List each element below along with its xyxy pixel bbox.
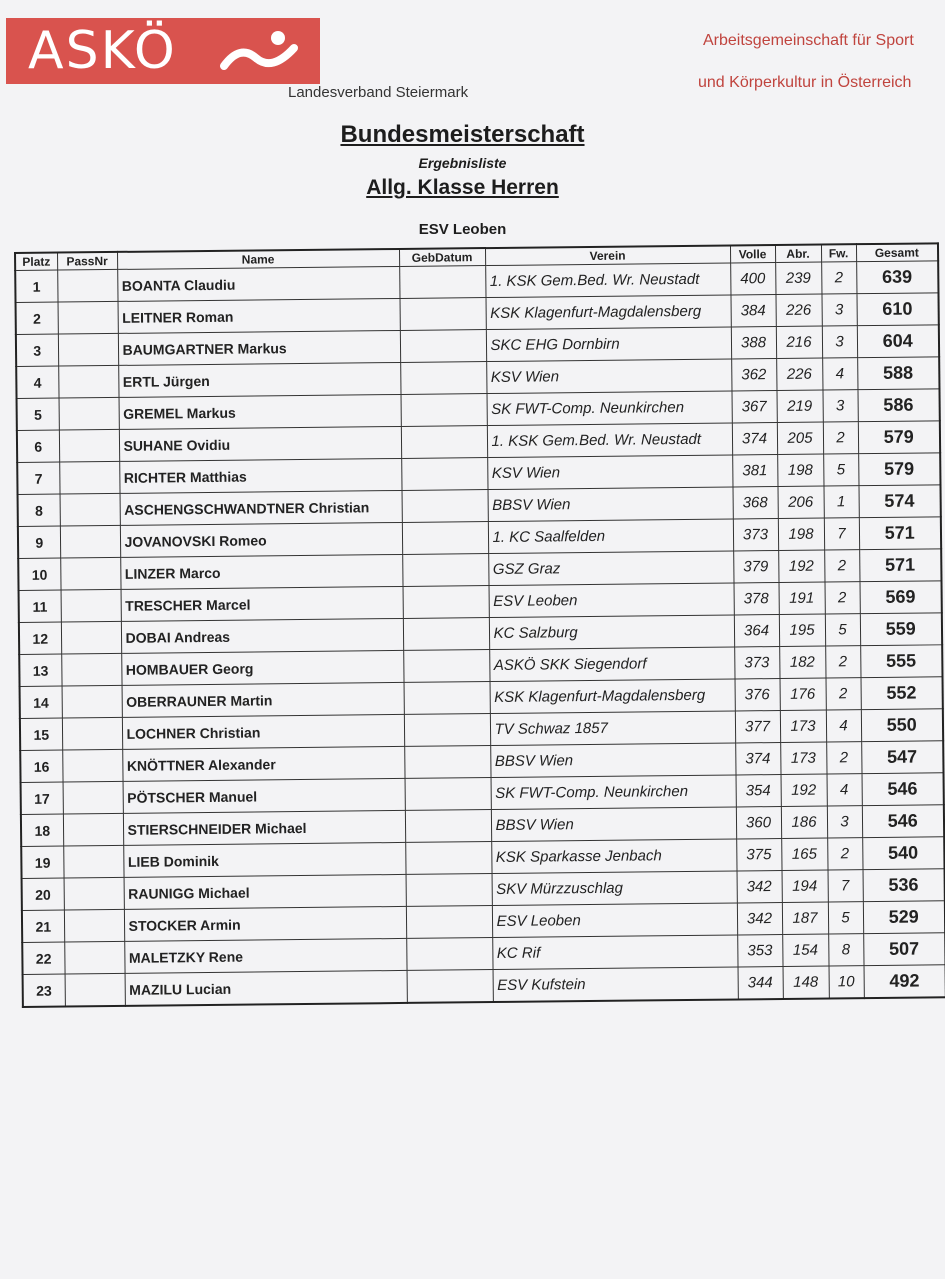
athlete-swoosh-icon: [220, 26, 300, 76]
cell-volle: 381: [732, 455, 777, 487]
cell-gebdatum: [402, 490, 488, 523]
cell-abr: 194: [782, 870, 828, 902]
cell-gebdatum: [406, 906, 492, 939]
cell-gebdatum: [401, 394, 487, 427]
cell-passnr: [58, 301, 118, 334]
cell-name: LIEB Dominik: [123, 842, 405, 877]
cell-verein: 1. KC Saalfelden: [488, 519, 733, 554]
cell-name: LOCHNER Christian: [122, 714, 404, 749]
cell-passnr: [58, 333, 118, 366]
cell-gesamt: 555: [860, 645, 942, 678]
cell-passnr: [64, 909, 124, 942]
cell-gesamt: 546: [862, 773, 944, 806]
cell-platz: 4: [16, 366, 58, 398]
cell-volle: 378: [734, 583, 779, 615]
cell-abr: 173: [780, 742, 826, 774]
cell-verein: SKV Mürzzuschlag: [492, 871, 737, 906]
cell-fw: 2: [823, 422, 858, 454]
cell-passnr: [60, 557, 120, 590]
cell-platz: 14: [20, 686, 62, 718]
cell-gebdatum: [405, 810, 491, 843]
results-body: [15, 261, 945, 1007]
org-name-line2: und Körperkultur in Österreich: [698, 74, 912, 91]
cell-fw: 3: [822, 390, 857, 422]
cell-fw: 10: [829, 966, 864, 999]
cell-fw: 7: [828, 870, 863, 902]
cell-gesamt: 559: [860, 613, 942, 646]
cell-gebdatum: [403, 586, 489, 619]
cell-volle: 353: [737, 934, 782, 966]
col-header-abr: Abr.: [775, 245, 821, 263]
cell-passnr: [63, 781, 123, 814]
cell-abr: 219: [776, 390, 822, 422]
cell-platz: 6: [17, 430, 59, 462]
cell-platz: 16: [20, 750, 62, 782]
cell-passnr: [60, 525, 120, 558]
cell-gebdatum: [403, 618, 489, 651]
cell-fw: 2: [826, 742, 861, 774]
cell-gebdatum: [406, 874, 492, 907]
cell-gebdatum: [404, 714, 490, 747]
cell-fw: 5: [825, 614, 860, 646]
cell-abr: 191: [779, 582, 825, 614]
cell-gesamt: 579: [858, 421, 940, 454]
cell-platz: 22: [22, 942, 64, 974]
cell-volle: 360: [736, 807, 781, 839]
cell-abr: 216: [776, 326, 822, 358]
cell-gebdatum: [405, 778, 491, 811]
cell-volle: 342: [737, 902, 782, 934]
cell-name: MALETZKY Rene: [124, 938, 406, 973]
cell-passnr: [61, 589, 121, 622]
cell-verein: TV Schwaz 1857: [490, 711, 735, 746]
cell-fw: 2: [826, 678, 861, 710]
col-header-name: Name: [117, 249, 399, 269]
cell-abr: 198: [778, 518, 824, 550]
col-header-fw: Fw.: [821, 244, 856, 262]
cell-platz: 5: [17, 398, 59, 430]
cell-volle: 362: [731, 359, 776, 391]
results-table: [14, 242, 945, 1008]
cell-abr: 165: [781, 838, 827, 870]
cell-volle: 377: [735, 711, 780, 743]
cell-gesamt: 546: [862, 805, 944, 838]
cell-abr: 148: [783, 966, 829, 999]
cell-gebdatum: [401, 426, 487, 459]
cell-fw: 5: [823, 454, 858, 486]
cell-platz: 8: [18, 494, 60, 526]
cell-volle: 373: [734, 647, 779, 679]
cell-gesamt: 604: [857, 325, 939, 358]
cell-gesamt: 540: [862, 837, 944, 870]
cell-abr: 154: [782, 934, 828, 966]
cell-fw: 2: [825, 582, 860, 614]
cell-gebdatum: [400, 298, 486, 331]
cell-abr: 198: [777, 454, 823, 486]
cell-platz: 3: [16, 334, 58, 366]
cell-abr: 195: [779, 614, 825, 646]
cell-volle: 388: [731, 327, 776, 359]
cell-abr: 226: [776, 358, 822, 390]
cell-volle: 344: [738, 966, 783, 999]
cell-name: RAUNIGG Michael: [124, 874, 406, 909]
cell-passnr: [62, 685, 122, 718]
cell-gesamt: 639: [856, 261, 938, 294]
cell-gebdatum: [402, 522, 488, 555]
cell-gebdatum: [406, 938, 492, 971]
cell-platz: 20: [22, 878, 64, 910]
cell-fw: 2: [827, 838, 862, 870]
cell-abr: 176: [780, 678, 826, 710]
cell-passnr: [61, 653, 121, 686]
cell-verein: ESV Kufstein: [493, 967, 738, 1002]
cell-passnr: [62, 749, 122, 782]
cell-name: GREMEL Markus: [119, 394, 401, 429]
cell-volle: 373: [733, 519, 778, 551]
cell-platz: 11: [19, 590, 61, 622]
logo-text: ASKÖ: [28, 21, 177, 81]
cell-verein: SK FWT-Comp. Neunkirchen: [487, 391, 732, 426]
region-label: Landesverband Steiermark: [288, 84, 469, 101]
cell-passnr: [60, 493, 120, 526]
cell-gesamt: 610: [856, 293, 938, 326]
cell-name: BOANTA Claudiu: [117, 266, 399, 301]
cell-name: KNÖTTNER Alexander: [122, 746, 404, 781]
cell-gesamt: 579: [858, 453, 940, 486]
cell-verein: KSK Klagenfurt-Magdalensberg: [486, 295, 731, 330]
cell-name: MAZILU Lucian: [125, 970, 407, 1005]
cell-gesamt: 529: [863, 901, 945, 934]
org-name-line1: Arbeitsgemeinschaft für Sport: [703, 32, 914, 49]
cell-verein: BBSV Wien: [488, 487, 733, 522]
cell-name: PÖTSCHER Manuel: [123, 778, 405, 813]
cell-gesamt: 552: [861, 677, 943, 710]
col-header-verein: Verein: [485, 246, 730, 266]
cell-verein: ASKÖ SKK Siegendorf: [489, 647, 734, 682]
col-header-platz: Platz: [15, 253, 57, 271]
cell-gesamt: 569: [859, 581, 941, 614]
cell-abr: 182: [779, 646, 825, 678]
cell-fw: 4: [826, 710, 861, 742]
cell-passnr: [59, 397, 119, 430]
cell-abr: 173: [780, 710, 826, 742]
cell-gebdatum: [401, 458, 487, 491]
cell-volle: 354: [736, 775, 781, 807]
cell-abr: 186: [781, 806, 827, 838]
cell-platz: 10: [18, 558, 60, 590]
cell-fw: 3: [821, 294, 856, 326]
cell-platz: 17: [21, 782, 63, 814]
cell-abr: 192: [778, 550, 824, 582]
cell-name: JOVANOVSKI Romeo: [120, 522, 402, 557]
cell-name: BAUMGARTNER Markus: [118, 330, 400, 365]
cell-verein: ESV Leoben: [492, 903, 737, 938]
cell-abr: 226: [775, 294, 821, 326]
cell-passnr: [65, 973, 125, 1006]
cell-verein: KSV Wien: [487, 455, 732, 490]
cell-fw: 4: [822, 358, 857, 390]
cell-gesamt: 550: [861, 709, 943, 742]
cell-passnr: [59, 461, 119, 494]
cell-fw: 3: [822, 326, 857, 358]
cell-platz: 7: [17, 462, 59, 494]
cell-gesamt: 571: [859, 549, 941, 582]
cell-fw: 2: [824, 550, 859, 582]
cell-fw: 7: [824, 518, 859, 550]
cell-name: OBERRAUNER Martin: [122, 682, 404, 717]
cell-name: SUHANE Ovidiu: [119, 426, 401, 461]
cell-platz: 9: [18, 526, 60, 558]
cell-verein: 1. KSK Gem.Bed. Wr. Neustadt: [487, 423, 732, 458]
cell-passnr: [58, 365, 118, 398]
cell-verein: KSK Klagenfurt-Magdalensberg: [490, 679, 735, 714]
cell-volle: 374: [732, 423, 777, 455]
cell-gebdatum: [399, 266, 485, 299]
cell-volle: 376: [735, 679, 780, 711]
cell-platz: 12: [19, 622, 61, 654]
cell-name: ASCHENGSCHWANDTNER Christian: [120, 490, 402, 525]
cell-platz: 18: [21, 814, 63, 846]
cell-passnr: [59, 429, 119, 462]
cell-passnr: [62, 717, 122, 750]
cell-volle: 364: [734, 615, 779, 647]
cell-verein: ESV Leoben: [489, 583, 734, 618]
cell-volle: 374: [735, 743, 780, 775]
cell-verein: KSK Sparkasse Jenbach: [491, 839, 736, 874]
cell-gebdatum: [404, 682, 490, 715]
cell-gebdatum: [405, 842, 491, 875]
cell-fw: 5: [828, 902, 863, 934]
cell-abr: 205: [777, 422, 823, 454]
cell-platz: 15: [20, 718, 62, 750]
cell-verein: BBSV Wien: [490, 743, 735, 778]
cell-volle: 400: [730, 263, 775, 295]
cell-gebdatum: [400, 330, 486, 363]
cell-abr: 239: [775, 262, 821, 294]
cell-verein: SK FWT-Comp. Neunkirchen: [491, 775, 736, 810]
document-subtitle: Ergebnisliste: [418, 155, 507, 171]
cell-abr: 192: [781, 774, 827, 806]
cell-fw: 2: [825, 646, 860, 678]
cell-verein: KC Salzburg: [489, 615, 734, 650]
cell-gebdatum: [407, 970, 493, 1003]
col-header-passnr: PassNr: [57, 252, 117, 270]
cell-gesamt: 492: [864, 965, 945, 998]
cell-name: HOMBAUER Georg: [121, 650, 403, 685]
cell-name: TRESCHER Marcel: [121, 586, 403, 621]
cell-volle: 368: [733, 487, 778, 519]
cell-name: LEITNER Roman: [118, 298, 400, 333]
cell-gesamt: 547: [861, 741, 943, 774]
cell-fw: 8: [828, 934, 863, 966]
cell-fw: 3: [827, 806, 862, 838]
cell-gebdatum: [400, 362, 486, 395]
cell-name: STIERSCHNEIDER Michael: [123, 810, 405, 845]
cell-fw: 4: [827, 774, 862, 806]
cell-gesamt: 574: [858, 485, 940, 518]
asko-logo: [6, 18, 320, 84]
venue-label: ESV Leoben: [418, 221, 507, 238]
cell-platz: 1: [15, 270, 57, 302]
cell-volle: 342: [737, 870, 782, 902]
cell-platz: 23: [23, 974, 65, 1007]
cell-name: LINZER Marco: [120, 554, 402, 589]
cell-verein: KSV Wien: [486, 359, 731, 394]
cell-gesamt: 588: [857, 357, 939, 390]
cell-volle: 367: [731, 391, 776, 423]
cell-passnr: [64, 877, 124, 910]
cell-platz: 21: [22, 910, 64, 942]
cell-fw: 2: [821, 262, 856, 294]
cell-name: DOBAI Andreas: [121, 618, 403, 653]
cell-name: STOCKER Armin: [124, 906, 406, 941]
cell-gebdatum: [402, 554, 488, 587]
cell-verein: GSZ Graz: [488, 551, 733, 586]
cell-volle: 379: [733, 551, 778, 583]
cell-volle: 384: [730, 295, 775, 327]
cell-platz: 2: [16, 302, 58, 334]
cell-verein: 1. KSK Gem.Bed. Wr. Neustadt: [485, 263, 730, 298]
col-header-volle: Volle: [730, 245, 775, 263]
col-header-gebdatum: GebDatum: [399, 248, 485, 266]
cell-gesamt: 571: [859, 517, 941, 550]
cell-abr: 187: [782, 902, 828, 934]
cell-gesamt: 586: [857, 389, 939, 422]
cell-passnr: [63, 845, 123, 878]
cell-gesamt: 507: [863, 933, 945, 966]
document-title: Bundesmeisterschaft: [340, 121, 585, 148]
cell-passnr: [57, 269, 117, 302]
cell-verein: SKC EHG Dornbirn: [486, 327, 731, 362]
cell-platz: 19: [21, 846, 63, 878]
cell-platz: 13: [19, 654, 61, 686]
cell-gebdatum: [404, 746, 490, 779]
cell-verein: KC Rif: [492, 935, 737, 970]
cell-gebdatum: [403, 650, 489, 683]
cell-verein: BBSV Wien: [491, 807, 736, 842]
category-title: Allg. Klasse Herren: [366, 176, 559, 199]
cell-passnr: [63, 813, 123, 846]
cell-name: ERTL Jürgen: [118, 362, 400, 397]
cell-passnr: [61, 621, 121, 654]
cell-abr: 206: [777, 486, 823, 518]
cell-passnr: [64, 941, 124, 974]
cell-fw: 1: [823, 486, 858, 518]
cell-name: RICHTER Matthias: [119, 458, 401, 493]
cell-volle: 375: [736, 838, 781, 870]
cell-gesamt: 536: [863, 869, 945, 902]
col-header-gesamt: Gesamt: [856, 243, 938, 261]
